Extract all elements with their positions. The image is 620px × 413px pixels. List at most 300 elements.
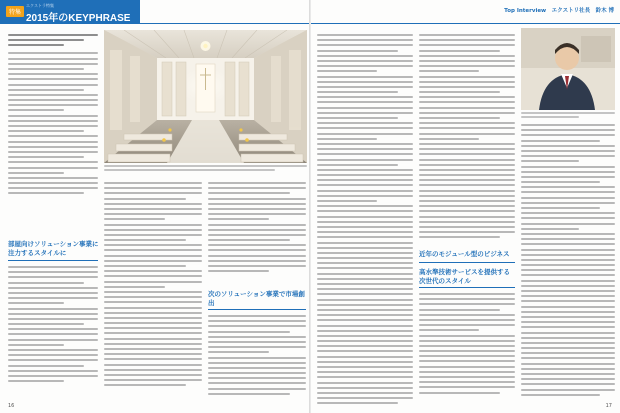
body-text-line xyxy=(8,151,98,153)
body-text-line xyxy=(419,148,515,150)
body-text-line xyxy=(104,218,165,220)
body-text-line xyxy=(419,236,500,238)
body-text-line xyxy=(419,205,515,207)
body-text-line xyxy=(317,366,413,368)
body-text-line xyxy=(419,210,515,212)
body-text-line xyxy=(521,373,615,375)
body-text-line xyxy=(419,371,515,373)
body-text-line xyxy=(419,55,515,57)
body-text-line xyxy=(104,275,202,277)
caption-line xyxy=(521,116,579,118)
body-text-line xyxy=(419,376,515,378)
left-column-3-lower xyxy=(208,315,306,398)
body-text-line xyxy=(208,320,306,322)
body-text-line xyxy=(521,389,615,391)
portrait-image xyxy=(521,28,615,110)
body-text-line xyxy=(521,347,615,349)
body-text-line xyxy=(8,349,98,351)
body-text-line xyxy=(317,164,398,166)
body-text-line xyxy=(208,187,306,189)
body-text-line xyxy=(104,301,202,303)
body-text-line xyxy=(317,81,413,83)
body-text-line xyxy=(521,290,615,292)
left-column-1-lower xyxy=(8,266,98,385)
body-text-line xyxy=(317,60,413,62)
body-text-line xyxy=(521,321,615,323)
body-text-line xyxy=(8,63,98,65)
body-text-line xyxy=(317,226,413,228)
body-text-line xyxy=(317,169,413,171)
body-text-line xyxy=(317,335,413,337)
body-text-line xyxy=(8,130,84,132)
body-text-line xyxy=(208,239,290,241)
body-text-line xyxy=(317,190,413,192)
feature-header xyxy=(0,0,140,24)
body-text-line xyxy=(317,65,413,67)
body-text-line xyxy=(317,257,413,259)
body-text-line xyxy=(317,371,413,373)
body-text-line xyxy=(8,339,98,341)
body-text-line xyxy=(8,297,98,299)
body-text-line xyxy=(8,318,98,320)
body-text-line xyxy=(419,319,515,321)
body-text-line xyxy=(419,355,515,357)
body-text-line xyxy=(317,216,413,218)
body-text-line xyxy=(317,325,413,327)
body-text-line xyxy=(317,210,413,212)
body-text-line xyxy=(521,150,615,152)
body-text-line xyxy=(208,265,306,267)
body-text-line xyxy=(419,159,515,161)
chapel-interior-image xyxy=(104,30,307,163)
body-text-line xyxy=(8,161,98,163)
body-text-line xyxy=(419,195,515,197)
body-text-line xyxy=(317,127,413,129)
body-text-line xyxy=(521,181,600,183)
body-text-line xyxy=(8,302,64,304)
body-text-line xyxy=(419,174,515,176)
body-text-line xyxy=(419,65,515,67)
body-text-line xyxy=(419,117,500,119)
body-text-line xyxy=(419,169,515,171)
body-text-line xyxy=(521,280,615,282)
body-text-line xyxy=(419,298,515,300)
body-text-line xyxy=(317,283,413,285)
body-text-line xyxy=(317,402,398,404)
body-text-line xyxy=(317,184,413,186)
body-text-line xyxy=(104,182,202,184)
body-text-line xyxy=(419,107,515,109)
body-text-line xyxy=(104,291,202,293)
portrait-photo xyxy=(521,28,615,110)
right-column-2-lower xyxy=(419,293,515,397)
body-text-line xyxy=(521,155,615,157)
body-text-line xyxy=(104,234,202,236)
body-text-line xyxy=(521,160,579,162)
left-column-1 xyxy=(8,34,98,198)
body-text-line xyxy=(521,228,579,230)
body-text-line xyxy=(419,345,515,347)
body-text-line xyxy=(521,197,615,199)
body-text-line xyxy=(317,101,413,103)
body-text-line xyxy=(521,285,615,287)
body-text-line xyxy=(8,333,98,335)
body-text-line xyxy=(521,217,615,219)
body-text-line xyxy=(419,366,515,368)
section-subhead: 次のソリューション事業で市場創出 xyxy=(208,290,305,307)
body-text-line xyxy=(8,156,84,158)
body-text-line xyxy=(317,319,413,321)
portrait-caption-text xyxy=(521,111,563,116)
body-text-line xyxy=(419,340,515,342)
body-text-line xyxy=(8,287,98,289)
body-text-line xyxy=(419,86,515,88)
body-text-line xyxy=(317,382,413,384)
body-text-line xyxy=(8,328,98,330)
body-text-line xyxy=(419,200,515,202)
body-text-line xyxy=(104,265,186,267)
body-text-line xyxy=(521,342,615,344)
body-text-line xyxy=(419,216,515,218)
body-text-line xyxy=(104,327,202,329)
body-text-line xyxy=(8,354,98,356)
body-text-line xyxy=(208,244,306,246)
body-text-line xyxy=(317,252,413,254)
body-text-line xyxy=(521,394,600,396)
body-text-line xyxy=(419,122,515,124)
body-text-line xyxy=(8,370,98,372)
feature-title: 2015年のKEYPHRASE xyxy=(26,13,131,24)
body-text-line xyxy=(317,397,413,399)
body-text-line xyxy=(317,86,413,88)
body-text-line xyxy=(8,182,98,184)
body-text-line xyxy=(419,190,515,192)
body-text-line xyxy=(521,140,600,142)
body-text-line xyxy=(521,311,615,313)
body-text-line xyxy=(208,372,306,374)
body-text-line xyxy=(419,143,515,145)
body-text-line xyxy=(317,112,413,114)
body-text-line xyxy=(419,184,515,186)
body-text-line xyxy=(8,109,64,111)
body-text-line xyxy=(317,356,413,358)
body-text-line xyxy=(317,179,413,181)
body-text-line xyxy=(104,317,202,319)
body-text-line xyxy=(419,350,515,352)
body-text-line xyxy=(317,174,413,176)
body-text-line xyxy=(419,44,515,46)
body-text-line xyxy=(419,221,515,223)
body-text-line xyxy=(8,192,84,194)
body-text-line xyxy=(419,96,515,98)
body-text-line xyxy=(317,44,413,46)
body-text-line xyxy=(521,202,615,204)
body-text-line xyxy=(208,315,306,317)
photo-caption-text xyxy=(104,164,156,169)
body-text-line xyxy=(317,350,413,352)
body-text-line xyxy=(8,266,98,268)
body-text-line xyxy=(104,192,202,194)
body-text-line xyxy=(521,300,615,302)
interview-header: Top Interview エクストリ社長 鈴木 博 xyxy=(504,8,614,14)
right-column-3 xyxy=(521,124,615,399)
body-text-line xyxy=(521,306,615,308)
body-text-line xyxy=(8,89,84,91)
body-text-line xyxy=(317,195,413,197)
body-text-line xyxy=(208,388,306,390)
body-text-line xyxy=(317,39,413,41)
subhead-rule xyxy=(419,287,515,288)
body-text-line xyxy=(419,231,515,233)
section-subhead: 近年のモジュール型のビジネス xyxy=(419,250,510,258)
body-text-line xyxy=(521,166,615,168)
body-text-line xyxy=(419,112,515,114)
body-text-line xyxy=(419,50,500,52)
body-text-line xyxy=(208,208,306,210)
body-text-line xyxy=(317,361,413,363)
body-text-line xyxy=(521,352,615,354)
body-text-line xyxy=(317,304,413,306)
body-text-line xyxy=(521,332,615,334)
body-text-line xyxy=(104,364,202,366)
body-text-line xyxy=(419,153,515,155)
body-text-line xyxy=(104,374,202,376)
right-column-1 xyxy=(317,34,413,408)
body-text-line xyxy=(8,120,98,122)
body-text-line xyxy=(104,286,165,288)
body-text-line xyxy=(104,338,202,340)
body-text-line xyxy=(521,238,615,240)
body-text-line xyxy=(419,329,479,331)
body-text-line xyxy=(104,379,202,381)
right-page xyxy=(311,0,620,413)
body-text-line xyxy=(521,326,615,328)
body-text-line xyxy=(521,368,615,370)
body-text-line xyxy=(8,94,98,96)
body-text-line xyxy=(104,296,202,298)
body-text-line xyxy=(317,314,413,316)
body-text-line xyxy=(208,213,306,215)
body-text-line xyxy=(104,213,202,215)
body-text-line xyxy=(317,205,413,207)
body-text-line xyxy=(8,276,98,278)
body-text-line xyxy=(208,182,306,184)
subhead-rule xyxy=(208,309,306,310)
feature-kicker: エクストラ特集 xyxy=(26,3,54,8)
left-page xyxy=(0,0,309,413)
body-text-line xyxy=(317,262,413,264)
body-text-line xyxy=(8,375,98,377)
body-text-line xyxy=(521,243,615,245)
body-text-line xyxy=(419,91,500,93)
body-text-line xyxy=(419,138,479,140)
body-text-line xyxy=(317,242,413,244)
header-rule xyxy=(311,23,620,24)
body-text-line xyxy=(419,179,515,181)
feature-tag: 特集 xyxy=(6,6,24,17)
body-text-line xyxy=(317,117,398,119)
body-text-line xyxy=(317,392,413,394)
body-text-line xyxy=(8,365,84,367)
body-text-line xyxy=(521,274,615,276)
body-text-line xyxy=(419,164,515,166)
body-text-line xyxy=(317,293,413,295)
body-text-line xyxy=(419,324,515,326)
left-column-2 xyxy=(104,182,202,390)
page-number-right: 17 xyxy=(605,403,612,409)
body-text-line xyxy=(521,363,615,365)
body-text-line xyxy=(317,267,413,269)
photo-caption xyxy=(104,165,307,177)
body-text-line xyxy=(317,273,413,275)
page-number-left: 16 xyxy=(8,403,15,409)
body-text-line xyxy=(317,55,413,57)
body-text-line xyxy=(521,295,615,297)
body-text-line xyxy=(8,172,64,174)
feature-photo xyxy=(104,30,307,163)
body-text-line xyxy=(8,78,98,80)
body-text-line xyxy=(419,76,515,78)
body-text-line xyxy=(317,221,413,223)
portrait-caption xyxy=(521,112,615,121)
body-text-line xyxy=(8,292,98,294)
body-text-line xyxy=(8,282,84,284)
body-text-line xyxy=(208,382,306,384)
body-text-line xyxy=(104,203,202,205)
body-text-line xyxy=(8,104,98,106)
body-text-line xyxy=(521,357,615,359)
subhead-rule xyxy=(419,262,515,263)
body-text-line xyxy=(317,153,413,155)
body-text-line xyxy=(104,353,202,355)
body-text-line xyxy=(521,191,615,193)
body-text-line xyxy=(8,58,98,60)
body-text-line xyxy=(104,208,202,210)
body-text-line xyxy=(521,171,615,173)
body-text-line xyxy=(521,316,615,318)
body-text-line xyxy=(8,68,84,70)
body-text-line xyxy=(104,322,202,324)
body-text-line xyxy=(317,107,413,109)
body-text-line xyxy=(521,254,615,256)
body-text-line xyxy=(521,176,615,178)
body-text-line xyxy=(8,359,98,361)
body-text-line xyxy=(317,122,413,124)
body-text-line xyxy=(317,340,413,342)
body-text-line xyxy=(317,288,413,290)
body-text-line xyxy=(419,386,515,388)
body-text-line xyxy=(104,281,202,283)
body-text-line xyxy=(208,346,306,348)
body-text-line xyxy=(419,303,515,305)
body-text-line xyxy=(8,135,98,137)
body-text-line xyxy=(208,393,290,395)
body-text-line xyxy=(521,145,615,147)
body-text-line xyxy=(317,236,413,238)
body-text-line xyxy=(419,101,515,103)
body-text-line xyxy=(208,234,306,236)
body-text-line xyxy=(104,307,202,309)
body-text-line xyxy=(521,186,615,188)
body-text-line xyxy=(8,141,98,143)
body-text-line xyxy=(208,229,306,231)
body-text-line xyxy=(317,148,413,150)
body-text-line xyxy=(208,367,306,369)
body-text-line xyxy=(104,229,202,231)
body-text-line xyxy=(8,84,98,86)
subhead-rule xyxy=(8,260,98,261)
body-text-line xyxy=(208,357,306,359)
body-text-line xyxy=(317,70,377,72)
body-text-line xyxy=(8,125,98,127)
body-text-line xyxy=(104,343,202,345)
body-text-line xyxy=(521,129,615,131)
body-text-line xyxy=(419,133,515,135)
body-text-line xyxy=(104,312,202,314)
body-text-line xyxy=(208,260,306,262)
lead-text-line xyxy=(8,39,84,41)
body-text-line xyxy=(8,323,84,325)
body-text-line xyxy=(317,143,413,145)
body-text-line xyxy=(317,376,413,378)
body-text-line xyxy=(419,81,515,83)
body-text-line xyxy=(419,381,515,383)
body-text-line xyxy=(419,293,515,295)
body-text-line xyxy=(317,231,413,233)
body-text-line xyxy=(104,348,202,350)
body-text-line xyxy=(317,96,413,98)
body-text-line xyxy=(521,124,615,126)
body-text-line xyxy=(208,362,306,364)
body-text-line xyxy=(8,99,98,101)
body-text-line xyxy=(104,255,202,257)
body-text-line xyxy=(317,159,413,161)
body-text-line xyxy=(419,314,515,316)
body-text-line xyxy=(104,332,202,334)
body-text-line xyxy=(521,259,615,261)
body-text-line xyxy=(317,345,413,347)
body-text-line xyxy=(208,336,306,338)
body-text-line xyxy=(208,341,306,343)
section-subhead: 部屋向けソリューション事業に注力するスタイルに xyxy=(8,240,99,257)
body-text-line xyxy=(8,73,98,75)
body-text-line xyxy=(419,70,479,72)
body-text-line xyxy=(419,226,515,228)
body-text-line xyxy=(521,264,615,266)
body-text-line xyxy=(8,187,98,189)
body-text-line xyxy=(521,223,615,225)
body-text-line xyxy=(317,91,398,93)
body-text-line xyxy=(419,309,500,311)
body-text-line xyxy=(104,198,186,200)
body-text-line xyxy=(419,39,515,41)
body-text-line xyxy=(8,52,98,54)
body-text-line xyxy=(317,387,413,389)
body-text-line xyxy=(208,255,306,257)
body-text-line xyxy=(419,360,515,362)
body-text-line xyxy=(419,34,515,36)
body-text-line xyxy=(317,330,413,332)
body-text-line xyxy=(104,239,186,241)
body-text-line xyxy=(104,249,202,251)
body-text-line xyxy=(104,358,202,360)
body-text-line xyxy=(521,269,615,271)
body-text-line xyxy=(208,224,306,226)
body-text-line xyxy=(419,60,515,62)
body-text-line xyxy=(317,278,413,280)
body-text-line xyxy=(8,115,98,117)
body-text-line xyxy=(521,378,615,380)
